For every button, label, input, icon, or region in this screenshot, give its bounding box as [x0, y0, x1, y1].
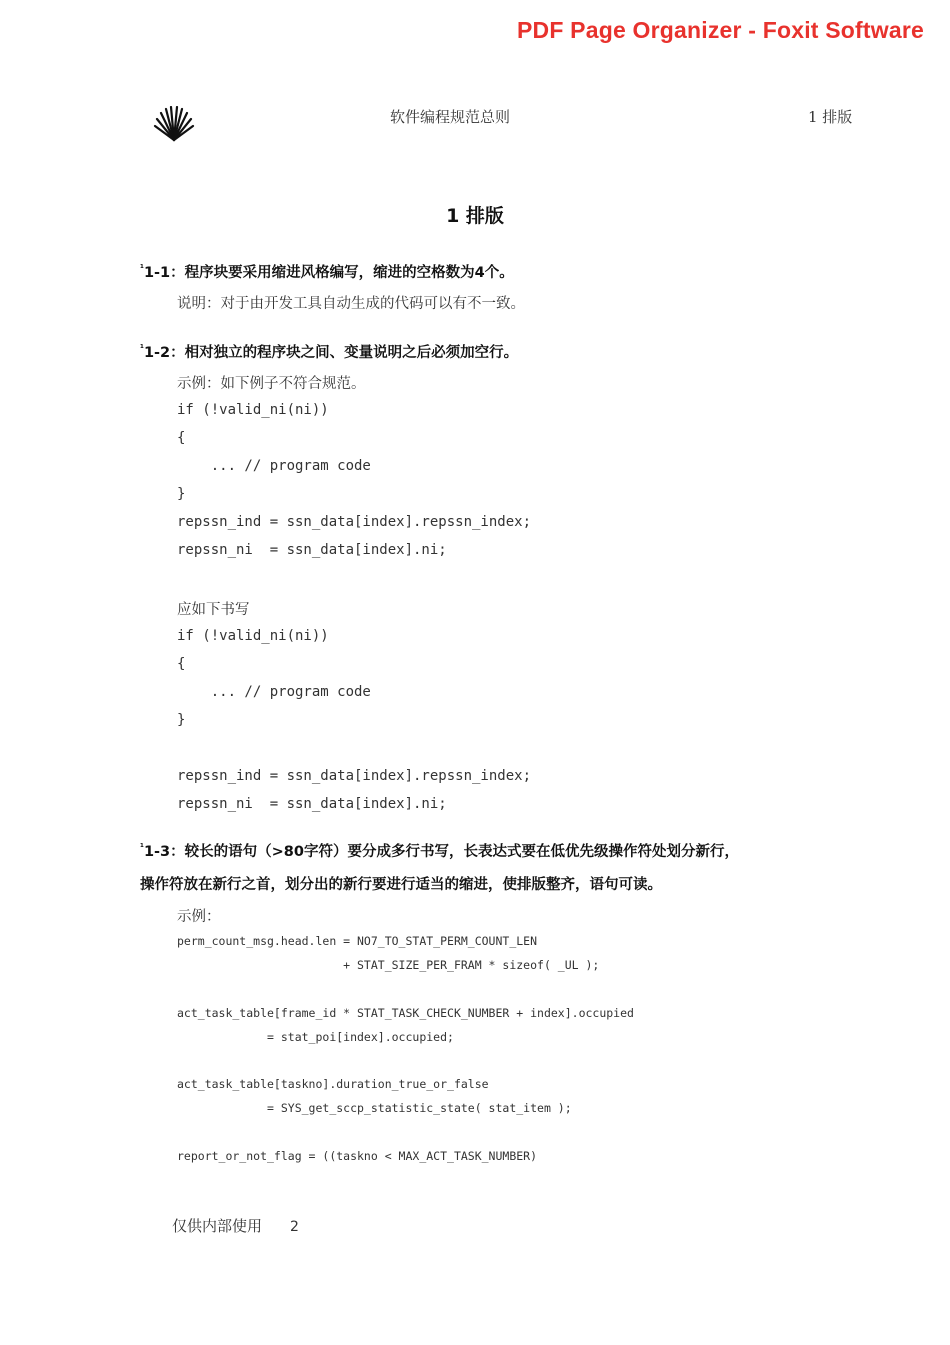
rule-text: 1-3：较长的语句（>80字符）要分成多行书写，长表达式要在低优先级操作符处划分新行， [143, 844, 739, 860]
code-line: ... // program code [177, 684, 371, 700]
code-line: } [177, 486, 186, 502]
rule-marker: ¹ [140, 843, 144, 853]
rule-1-1-note: 说明：对于由开发工具自动生成的代码可以有不一致。 [177, 296, 525, 312]
code-line: + STAT_SIZE_PER_FRAM * sizeof( _UL ); [177, 958, 600, 972]
chapter-title: 1 排版 [446, 205, 504, 227]
page-footer [172, 1215, 299, 1236]
rule-1-1 [140, 261, 830, 282]
code-line: { [177, 656, 186, 672]
header-title: 软件编程规范总则 [390, 108, 511, 126]
code-line: = SYS_get_sccp_statistic_state( stat_item ); [177, 1101, 572, 1115]
code-line: { [177, 430, 186, 446]
rule-1-3 [140, 840, 830, 861]
rule-text: 1-2：相对独立的程序块之间、变量说明之后必须加空行。 [143, 345, 519, 361]
code-line: ... // program code [177, 458, 371, 474]
watermark-text: PDF Page Organizer - Foxit Software [516, 17, 924, 43]
code-line: if (!valid_ni(ni)) [177, 628, 329, 644]
header-chapter: 1 排版 [808, 108, 853, 126]
code-line: repssn_ind = ssn_data[index].repssn_index; [177, 514, 532, 530]
rule-marker: ¹ [140, 264, 144, 274]
footer-label: 仅供内部使用 [172, 1217, 263, 1235]
code-line: if (!valid_ni(ni)) [177, 402, 329, 418]
code-line: = stat_poi[index].occupied; [177, 1030, 454, 1044]
code-line: repssn_ni = ssn_data[index].ni; [177, 796, 447, 812]
code-line: perm_count_msg.head.len = NO7_TO_STAT_PERM_COUNT_LEN [177, 934, 538, 948]
good-example-label: 应如下书写 [177, 602, 250, 618]
example-label: 示例： [177, 909, 221, 925]
page-number: 2 [290, 1219, 299, 1235]
code-line: act_task_table[taskno].duration_true_or_false [177, 1077, 489, 1091]
rule-1-3-line2: 操作符放在新行之首，划分出的新行要进行适当的缩进，使排版整齐，语句可读。 [140, 877, 662, 893]
code-line: } [177, 712, 186, 728]
code-line: act_task_table[frame_id * STAT_TASK_CHECK_NUMBER + index].occupied [177, 1006, 634, 1020]
rule-text: 1-1：程序块要采用缩进风格编写，缩进的空格数为4个。 [143, 265, 514, 281]
bad-example-label: 示例：如下例子不符合规范。 [177, 376, 366, 392]
rule-1-2 [140, 341, 830, 362]
rule-marker: ¹ [140, 344, 144, 354]
code-line: repssn_ni = ssn_data[index].ni; [177, 542, 447, 558]
shell-fan-logo-icon [152, 106, 196, 142]
code-line: report_or_not_flag = ((taskno < MAX_ACT_TASK_NUMBER) [177, 1149, 538, 1163]
code-line: repssn_ind = ssn_data[index].repssn_index; [177, 768, 532, 784]
